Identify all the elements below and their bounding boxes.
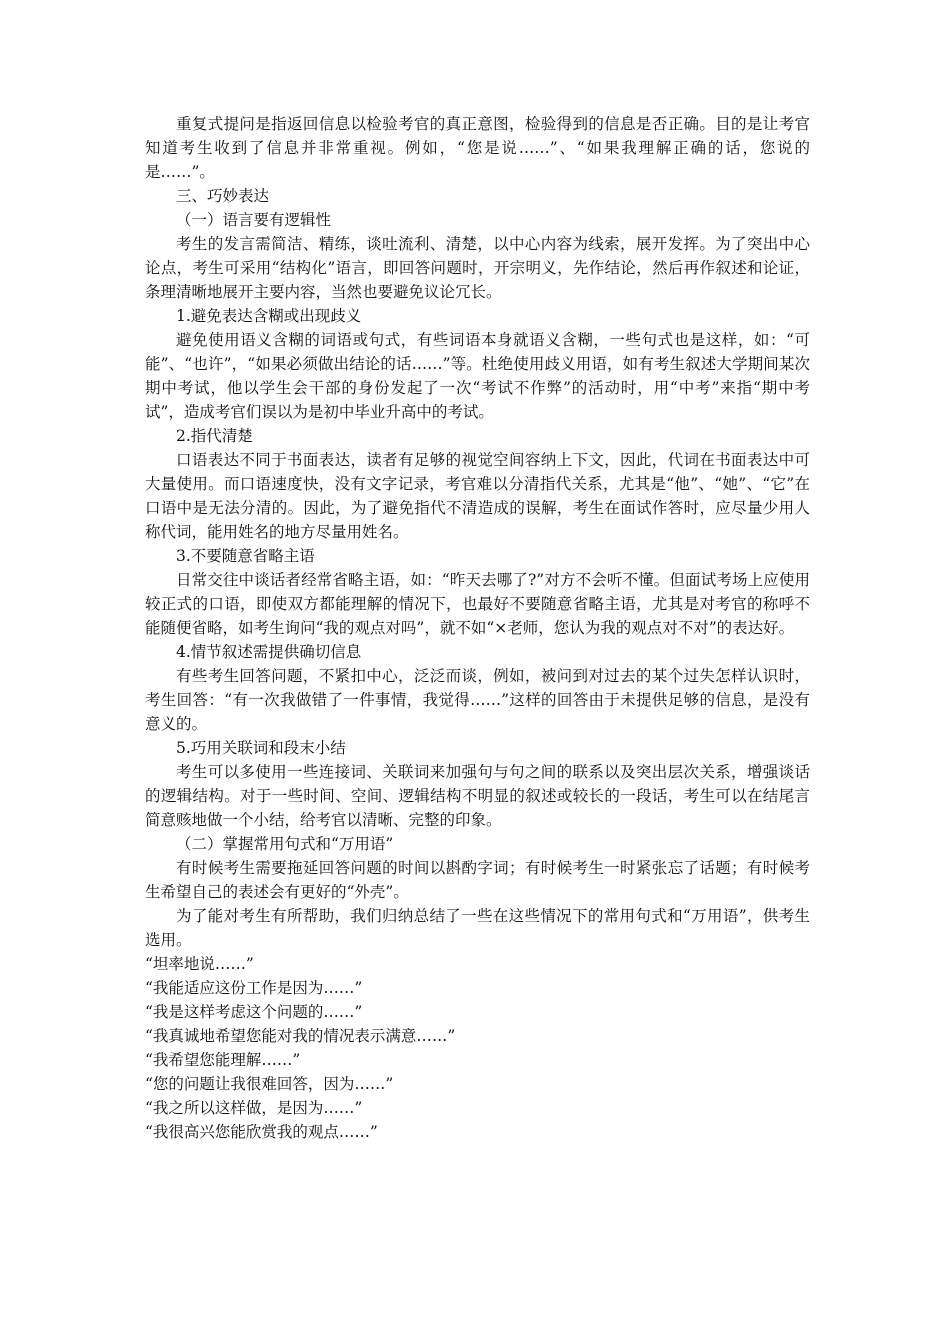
paragraph-repeat-question: 重复式提问是指返回信息以检验考官的真正意图，检验得到的信息是否正确。目的是让考官知道考生收到了信息并非常重视。例如，“您是说……”、“如果我理解正确的话，您说的是……”。 [145,115,810,181]
paragraph-logic: 考生的发言需简洁、精练，谈吐流利、清楚，以中心内容为线索，展开发挥。为了突出中心论点，考生可采用“结构化”语言，即回答问题时，开宗明义，先作结论，然后再作叙述和论证，条理清晰地展开主要内容，当然也要避免议论冗长。 [145,235,810,301]
quote-line: “我真诚地希望您能对我的情况表示满意……” [145,1027,456,1045]
paragraph-common-phrases-a: 有时候考生需要拖延回答问题的时间以斟酌字词；有时候考生一时紧张忘了话题；有时候考生希望自己的表述会有更好的“外壳”。 [145,859,810,901]
heading-section-three: 三、巧妙表达 [176,187,270,205]
quote-line: “我能适应这份工作是因为……” [145,979,363,997]
quote-line: “我希望您能理解……” [145,1051,301,1069]
quote-line: “我之所以这样做，是因为……” [145,1099,363,1117]
paragraph-point-3: 日常交往中谈话者经常省略主语，如：“昨天去哪了?”对方不会听不懂。但面试考场上应使用较正式的口语，即使双方都能理解的情况下，也最好不要随意省略主语，尤其是对考官的称呼不能随便省略，如考生询问“我的观点对吗”，就不如“×老师，您认为我的观点对不对”的表达好。 [145,571,810,637]
quote-line: “我是这样考虑这个问题的……” [145,1003,363,1021]
heading-point-2: 2.指代清楚 [176,427,253,445]
heading-point-3: 3.不要随意省略主语 [176,547,315,565]
paragraph-point-2: 口语表达不同于书面表达，读者有足够的视觉空间容纳上下文，因此，代词在书面表达中可大量使用。而口语速度快，没有文字记录，考官难以分清指代关系，尤其是“他”、“她”、“它”在口语中是无法分清的。因此，为了避免指代不清造成的误解，考生在面试作答时，应尽量少用人称代词，能用姓名的地方尽量用姓名。 [145,451,810,541]
heading-subsection-one: （一）语言要有逻辑性 [176,211,332,229]
paragraph-point-4: 有些考生回答问题，不紧扣中心，泛泛而谈，例如，被问到对过去的某个过失怎样认识时，考生回答：“有一次我做错了一件事情，我觉得……”这样的回答由于未提供足够的信息，是没有意义的。 [145,667,810,733]
heading-point-4: 4.情节叙述需提供确切信息 [176,643,362,661]
paragraph-common-phrases-b: 为了能对考生有所帮助，我们归纳总结了一些在这些情况下的常用句式和“万用语”，供考生选用。 [145,907,810,949]
heading-point-1: 1.避免表达含糊或出现歧义 [176,307,362,325]
quote-line: “我很高兴您能欣赏我的观点……” [145,1123,378,1141]
document-page [145,112,810,1144]
heading-point-5: 5.巧用关联词和段末小结 [176,739,346,757]
paragraph-point-1: 避免使用语义含糊的词语或句式，有些词语本身就语义含糊，一些句式也是这样，如：“可能”、“也许”，“如果必须做出结论的话……”等。杜绝使用歧义用语，如有考生叙述大学期间某次期中考试，他以学生会干部的身份发起了一次“考试不作弊”的活动时，用“中考”来指“期中考试”，造成考官们误以为是初中毕业升高中的考试。 [145,331,810,421]
heading-subsection-two: （二）掌握常用句式和“万用语” [176,835,394,853]
quote-line: “您的问题让我很难回答，因为……” [145,1075,394,1093]
paragraph-point-5: 考生可以多使用一些连接词、关联词来加强句与句之间的联系以及突出层次关系，增强谈话的逻辑结构。对于一些时间、空间、逻辑结构不明显的叙述或较长的一段话，考生可以在结尾言简意赅地做一个小结，给考官以清晰、完整的印象。 [145,763,810,829]
quote-line: “坦率地说……” [145,955,254,973]
